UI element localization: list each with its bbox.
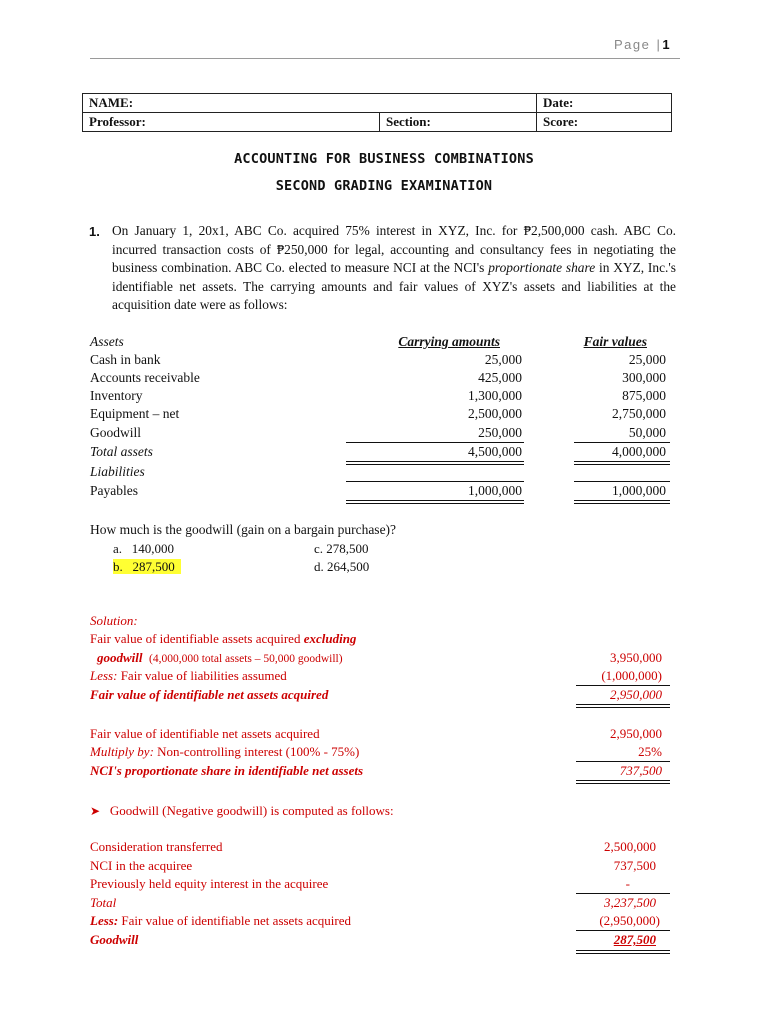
goodwill-total-row	[90, 895, 670, 913]
row-carrying: 250,000	[478, 425, 522, 440]
goodwill-less-row	[90, 913, 670, 931]
less2-label: Less:	[90, 913, 119, 928]
arrow-bullet-icon: ➤	[90, 804, 101, 818]
solution-row	[90, 650, 670, 668]
date-cell[interactable]	[537, 94, 672, 113]
double-underline	[346, 461, 524, 462]
double-underline	[574, 500, 670, 501]
professor-label: Professor:	[89, 114, 146, 129]
fv-assets-note: (4,000,000 total assets – 50,000 goodwill)	[149, 653, 343, 665]
subtotal-line	[574, 481, 670, 482]
row-carrying: 1,300,000	[468, 388, 522, 403]
gw-value: 2,500,000	[604, 839, 656, 854]
double-underline	[576, 783, 670, 784]
total-assets-carrying: 4,500,000	[468, 444, 522, 459]
row-fair: 300,000	[622, 370, 666, 385]
double-underline	[576, 704, 670, 705]
double-underline	[576, 780, 670, 781]
name-cell[interactable]	[83, 94, 537, 113]
date-label: Date:	[543, 95, 574, 110]
solution-row	[90, 744, 670, 762]
page-label: Page	[614, 37, 651, 52]
choice-value: 287,500	[132, 559, 175, 574]
subtotal-line	[346, 442, 524, 443]
double-underline	[576, 950, 670, 951]
bullet-text: Goodwill (Negative goodwill) is computed as follows:	[109, 803, 394, 818]
section-cell[interactable]	[380, 113, 537, 132]
choice-letter: d.	[314, 559, 324, 574]
score-label: Score:	[543, 114, 579, 129]
subtotal-line	[576, 930, 670, 931]
choice-letter: b.	[113, 559, 123, 574]
multiply-value: 25%	[638, 744, 662, 759]
subtotal-line	[576, 685, 670, 686]
row-label: Cash in bank	[90, 352, 161, 367]
score-cell[interactable]	[537, 113, 672, 132]
liabilities-heading: Liabilities	[90, 464, 145, 479]
header-rule	[90, 58, 680, 59]
table-row	[90, 406, 676, 424]
gw-label: Previously held equity interest in the acquiree	[90, 876, 329, 891]
goodwill-result-row	[90, 932, 670, 950]
row-fair: 25,000	[628, 352, 666, 367]
name-label: NAME:	[89, 95, 134, 110]
double-underline	[346, 503, 524, 504]
row-carrying: 25,000	[484, 352, 522, 367]
gw-label: NCI in the acquiree	[90, 858, 193, 873]
payables-row	[90, 483, 676, 501]
row-label: Accounts receivable	[90, 370, 200, 385]
col-fair-header: Fair values	[583, 334, 647, 349]
row-label: Goodwill	[90, 425, 142, 440]
table-row	[90, 352, 676, 370]
nci-fv-value: 2,950,000	[610, 726, 662, 741]
total-assets-fair: 4,000,000	[612, 444, 666, 459]
choice-highlight	[113, 559, 181, 574]
subtotal-line	[574, 442, 670, 443]
page-separator: |	[656, 37, 662, 52]
assets-heading: Assets	[90, 334, 124, 349]
professor-cell[interactable]	[83, 113, 380, 132]
table-row	[90, 370, 676, 388]
row-carrying: 2,500,000	[468, 406, 522, 421]
row-carrying: 425,000	[478, 370, 522, 385]
goodwill-row	[90, 876, 670, 894]
double-underline	[576, 953, 670, 954]
question-text-emphasis: proportionate share	[488, 260, 596, 276]
question-text-part-b: in XYZ, Inc.'s identifiable net assets. The carrying amounts and fair values of XYZ's assets and liabilities at the acquisition date were as follows:	[112, 260, 676, 313]
bullet-line	[90, 803, 394, 819]
col-carrying-header: Carrying amounts	[398, 334, 500, 349]
goodwill-row	[90, 858, 670, 876]
choice-a[interactable]	[113, 541, 174, 557]
page-number-value: 1	[662, 37, 670, 52]
goodwill-row	[90, 839, 670, 857]
fv-assets-goodwill: goodwill	[97, 650, 143, 665]
multiply-label: Multiply by:	[90, 744, 154, 759]
solution-row	[90, 687, 670, 705]
multiply-text: Non-controlling interest (100% - 75%)	[153, 744, 360, 759]
row-label: Equipment – net	[90, 406, 180, 421]
less-text: Fair value of liabilities assumed	[117, 668, 287, 683]
solution-row	[90, 763, 670, 781]
less2-value: (2,950,000)	[599, 913, 660, 928]
nci-share-label: NCI's proportionate share in identifiable net assets	[90, 763, 364, 778]
fv-net-value: 2,950,000	[610, 687, 662, 702]
total-value: 3,237,500	[604, 895, 656, 910]
double-underline	[574, 503, 670, 504]
goodwill-value: 287,500	[613, 932, 656, 947]
goodwill-label: Goodwill	[90, 932, 139, 947]
row-fair: 50,000	[628, 425, 666, 440]
question-text-part-a: On January 1, 20x1, ABC Co. acquired 75% interest in XYZ, Inc. for ₱2,500,000 cash. ABC Co. incurred transaction costs of ₱250,000 for legal, accounting and consultancy fees in negotiating the business combination. ABC Co. elected to measure NCI at the NCI's	[112, 223, 676, 276]
double-underline	[574, 461, 670, 462]
less2-text: Fair value of identifiable net assets acquired	[118, 913, 352, 928]
row-fair: 875,000	[622, 388, 666, 403]
choice-value: 278,500	[326, 541, 369, 556]
less-label: Less:	[90, 668, 118, 683]
choice-value: 140,000	[131, 541, 175, 556]
solution-row	[90, 631, 670, 649]
total-assets-label: Total assets	[90, 444, 153, 459]
payables-fair: 1,000,000	[612, 483, 666, 498]
subtotal-line	[576, 761, 670, 762]
nci-fv-label: Fair value of identifiable net assets acquired	[90, 726, 320, 741]
gw-value: -	[625, 876, 630, 891]
exam-subtitle: SECOND GRADING EXAMINATION	[275, 178, 493, 194]
double-underline	[576, 707, 670, 708]
payables-carrying: 1,000,000	[468, 483, 522, 498]
nci-share-value: 737,500	[619, 763, 662, 778]
student-info-table	[82, 93, 672, 132]
subtotal-line	[346, 481, 524, 482]
row-label: Inventory	[90, 388, 143, 403]
solution-heading: Solution:	[90, 613, 138, 628]
choice-value: 264,500	[327, 559, 370, 574]
choice-d[interactable]	[314, 559, 369, 575]
section-label: Section:	[386, 114, 431, 129]
solution-row	[90, 668, 670, 686]
fv-assets-text: Fair value of identifiable assets acquired	[90, 631, 304, 646]
table-header-row	[90, 334, 676, 352]
fv-assets-value: 3,950,000	[610, 650, 662, 665]
total-label: Total	[90, 895, 117, 910]
double-underline	[346, 500, 524, 501]
fv-assets-excluding: excluding	[303, 631, 357, 646]
payables-label: Payables	[90, 483, 138, 498]
fv-net-label: Fair value of identifiable net assets acquired	[90, 687, 329, 702]
choice-c[interactable]	[314, 541, 369, 557]
question-number: 1.	[89, 224, 100, 239]
liabilities-heading-row	[90, 464, 676, 482]
question-text	[112, 222, 676, 315]
total-assets-row	[90, 444, 676, 462]
table-row	[90, 425, 676, 443]
row-fair: 2,750,000	[612, 406, 666, 421]
gw-label: Consideration transferred	[90, 839, 223, 854]
choice-letter: a.	[113, 541, 123, 556]
solution-row	[90, 726, 670, 744]
exam-title: ACCOUNTING FOR BUSINESS COMBINATIONS	[234, 151, 534, 167]
choice-letter: c.	[314, 541, 324, 556]
page-number	[614, 37, 684, 52]
subtotal-line	[576, 893, 670, 894]
choice-b[interactable]	[113, 559, 181, 575]
table-row	[90, 388, 676, 406]
gw-value: 737,500	[613, 858, 656, 873]
question-prompt: How much is the goodwill (gain on a bargain purchase)?	[90, 522, 397, 537]
less-value: (1,000,000)	[601, 668, 662, 683]
